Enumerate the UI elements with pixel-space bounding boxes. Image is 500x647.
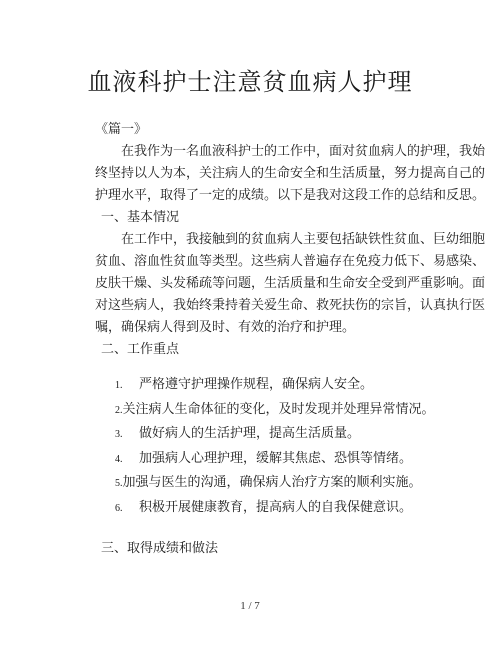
list-item-number: 6. (115, 502, 123, 514)
list-item-text: 严格遵守护理操作规程，确保病人安全。 (139, 377, 374, 392)
list-item-text: 积极开展健康教育，提高病人的自我保健意识。 (139, 499, 413, 515)
section1-line: 对这些病人，我始终秉持着关爱生命、救死扶伤的宗旨，认真执行医 (95, 298, 486, 313)
intro-line: 终坚持以人为本，关注病人的生命安全和生活质量，努力提高自己的 (95, 166, 486, 181)
list-item-number: 3. (115, 429, 123, 440)
intro-line: 护理水平，取得了一定的成绩。以下是我对这段工作的总结和反思。 (95, 188, 486, 203)
list-item-number: 1. (115, 380, 123, 391)
list-item-number: 5. (115, 478, 123, 489)
list-item-text: 加强与医生的沟通，确保病人治疗方案的顺利实施。 (122, 475, 422, 490)
intro-paragraph (95, 141, 486, 207)
section1-line: 贫血、溶血性贫血等类型。这些病人普遍存在免疫力低下、易感染、 (95, 254, 486, 269)
section2-heading: 二、工作重点 (101, 342, 180, 357)
part-label: 《篇一》 (95, 122, 148, 137)
section3-heading: 三、取得成绩和做法 (101, 541, 219, 556)
list-item (95, 398, 435, 423)
list-item (95, 447, 415, 472)
list-item (95, 422, 415, 447)
list-item (95, 471, 422, 496)
section1-line: 皮肤干燥、头发稀疏等问题，生活质量和生命安全受到严重影响。面 (95, 276, 486, 291)
section1-paragraph (95, 229, 486, 339)
page-number: 1 / 7 (240, 600, 260, 612)
list-item (95, 496, 415, 521)
section2-list (95, 373, 435, 520)
list-item-text: 关注病人生命体征的变化，及时发现并处理异常情况。 (122, 401, 435, 417)
section1-line: 嘱，确保病人得到及时、有效的治疗和护理。 (95, 320, 356, 335)
section1-heading: 一、基本情况 (101, 210, 180, 225)
list-item-number: 2. (115, 404, 123, 416)
list-item-number: 4. (115, 453, 123, 465)
document-title: 血液科护士注意贫血病人护理 (87, 68, 413, 96)
list-item-text: 加强病人心理护理，缓解其焦虑、恐惧等情绪。 (139, 450, 413, 466)
document-body (95, 119, 486, 560)
intro-line: 在我作为一名血液科护士的工作中，面对贫血病人的护理，我始 (121, 144, 486, 159)
list-item (95, 373, 415, 398)
section1-line: 在工作中，我接触到的贫血病人主要包括缺铁性贫血、巨幼细胞 (121, 232, 486, 247)
list-item-text: 做好病人的生活护理，提高生活质量。 (139, 426, 361, 441)
